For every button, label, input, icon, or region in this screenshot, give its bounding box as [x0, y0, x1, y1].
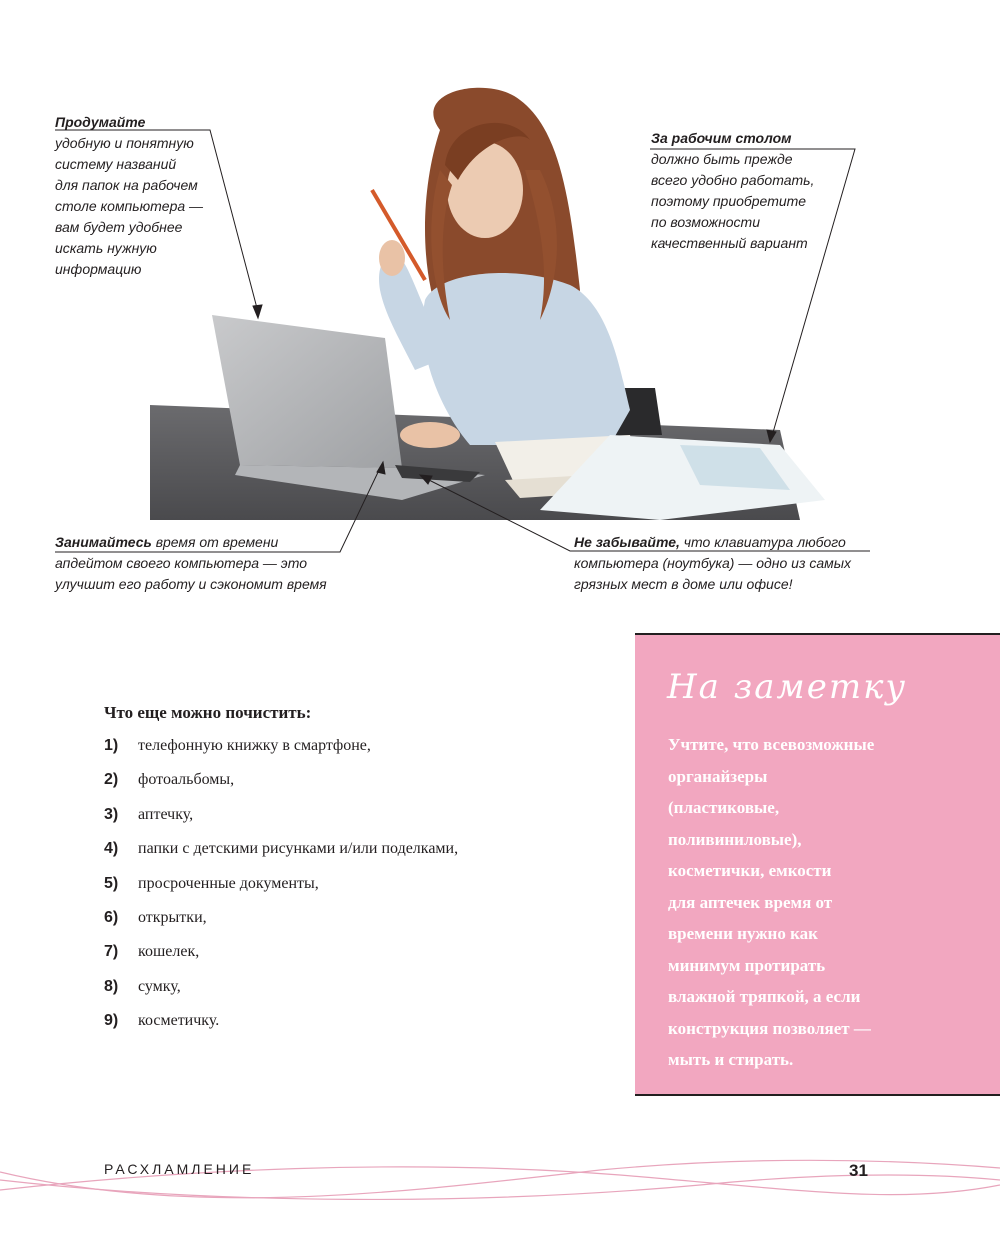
page-number: 31: [849, 1161, 868, 1180]
callout-bold: Не забывайте,: [574, 534, 680, 550]
list-number: 1): [104, 737, 119, 754]
list-text: просроченные документы,: [138, 874, 319, 892]
list-text: папки с детскими рисунками и/или поделками,: [138, 840, 459, 858]
list-text: открытки,: [138, 908, 207, 926]
callout-bold: За рабочим столом: [651, 130, 792, 146]
list-number: 3): [104, 805, 119, 823]
list-item: [104, 737, 458, 771]
callout-line: поэтому приобретите: [651, 193, 807, 209]
list-item: [104, 1012, 458, 1046]
note-line: мыть и стирать.: [668, 1050, 794, 1069]
callout-line: по возможности: [651, 214, 761, 230]
callout-line: грязных мест в доме или офисе!: [574, 576, 793, 592]
callout-text: время от времени: [151, 534, 279, 550]
list-item: [104, 806, 458, 840]
note-box: [635, 633, 1000, 1096]
footer-section-label: РАСХЛАМЛЕНИЕ: [104, 1161, 255, 1177]
callout-line: вам будет удобнее: [55, 219, 183, 235]
callout-line: всего удобно работать,: [651, 172, 815, 188]
callout-line: систему названий: [55, 156, 177, 172]
note-line: конструкция позволяет —: [668, 1018, 871, 1038]
list-title: Что еще можно почистить:: [104, 703, 312, 722]
list-text: кошелек,: [138, 943, 200, 961]
list-number: 2): [104, 771, 119, 789]
note-line: Учтите, что всевозможные: [668, 735, 875, 754]
callout-folder-names: [55, 112, 203, 280]
note-line: (пластиковые,: [668, 798, 780, 817]
note-line: косметички, емкости: [668, 861, 832, 880]
callout-line: для папок на рабочем: [55, 177, 198, 193]
list-text: аптечку,: [138, 805, 194, 823]
list-text: косметичку.: [138, 1012, 220, 1030]
list-number: 4): [104, 840, 119, 858]
callout-updates: [55, 532, 327, 595]
callout-line: столе компьютера —: [55, 198, 204, 214]
callout-line: улучшит его работу и сэкономит время: [55, 576, 327, 592]
list-number: 9): [104, 1012, 119, 1030]
list-number: 7): [104, 943, 119, 961]
list-number: 5): [104, 874, 119, 892]
callout-line: апдейтом своего компьютера — это: [55, 555, 307, 571]
note-title: На заметку: [667, 667, 908, 707]
list-item: [104, 840, 458, 874]
list-item: [104, 875, 458, 909]
note-line: органайзеры: [668, 766, 768, 786]
callout-line: компьютера (ноутбука) — одно из самых: [574, 555, 852, 571]
note-line: минимум протирать: [668, 955, 826, 975]
callout-line: искать нужную: [55, 240, 157, 256]
list-text: сумку,: [138, 977, 181, 995]
cleanup-list: [104, 737, 458, 1047]
callout-line: информацию: [55, 261, 142, 277]
note-line: времени нужно как: [668, 924, 818, 943]
note-line: влажной тряпкой, а если: [668, 987, 861, 1006]
list-number: 6): [104, 908, 119, 926]
note-line: поливиниловые),: [668, 829, 802, 849]
callout-bold: Продумайте: [55, 114, 146, 130]
list-item: [104, 909, 458, 943]
list-number: 8): [104, 977, 119, 995]
callout-text: что клавиатура любого: [679, 534, 846, 550]
list-item: [104, 978, 458, 1012]
callout-desk: [651, 128, 814, 254]
list-text: фотоальбомы,: [138, 771, 235, 789]
note-body: [668, 729, 874, 1076]
callout-line: удобную и понятную: [55, 135, 194, 151]
callout-line: качественный вариант: [651, 235, 808, 251]
list-item: [104, 771, 458, 805]
callout-line: должно быть прежде: [651, 151, 793, 167]
callout-bold: Занимайтесь: [55, 534, 152, 550]
note-line: для аптечек время от: [668, 892, 833, 912]
list-text: телефонную книжку в смартфоне,: [138, 737, 371, 754]
list-item: [104, 943, 458, 977]
callout-keyboard: [574, 532, 851, 595]
